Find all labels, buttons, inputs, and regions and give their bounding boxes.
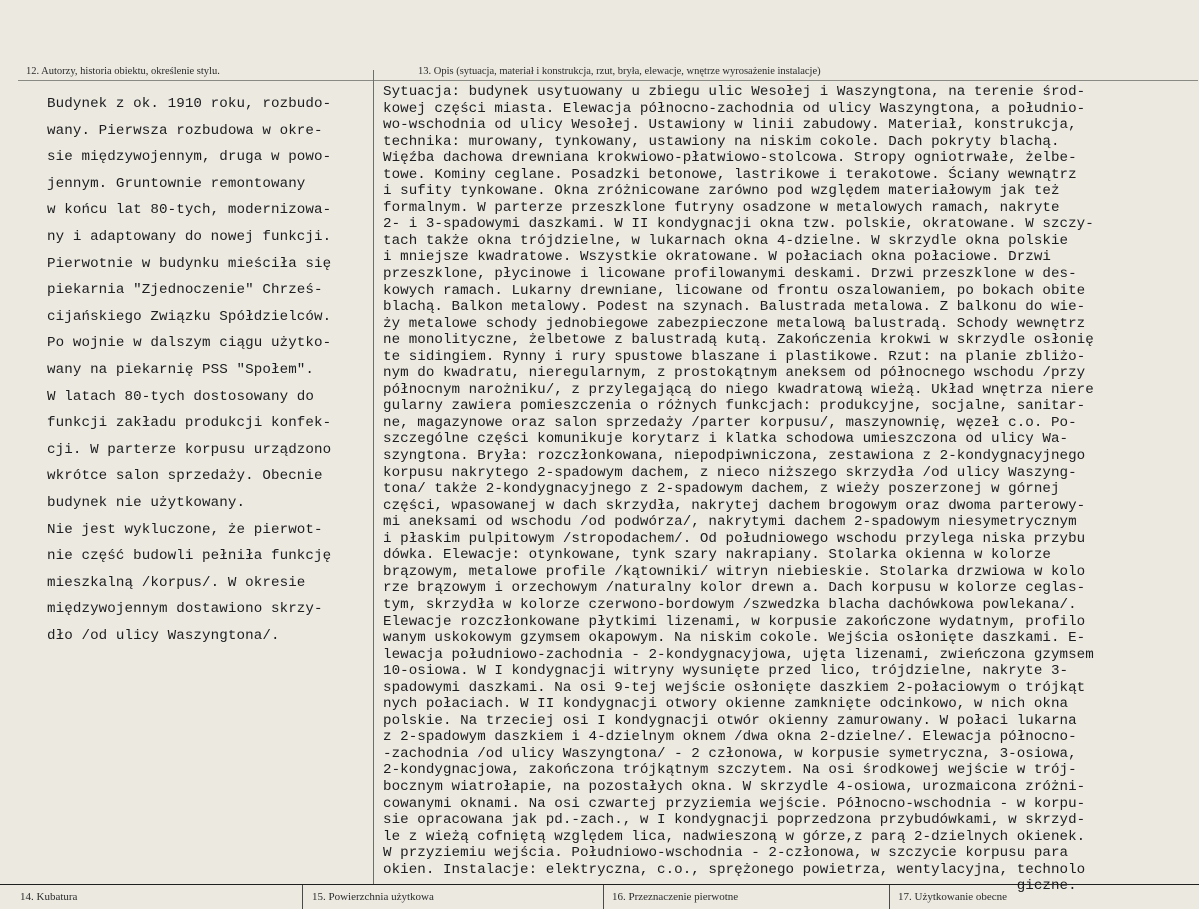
history-line: piekarnia "Zjednoczenie" Chrześ- bbox=[47, 282, 323, 299]
description-fragment: mi aneksami od wschodu /od podwórza/, nakrytymi dachem 2-spadowym niesymetrycznym bbox=[383, 514, 1077, 531]
footer-divider bbox=[302, 885, 303, 909]
description-line bbox=[383, 117, 1198, 134]
description-fragment: nym do kwadratu, nieregularnym, z prostokątnym aneksem od północnego wschodu /przy bbox=[383, 365, 1086, 382]
description-line bbox=[383, 878, 1198, 895]
description-fragment: giczne. bbox=[383, 878, 1077, 895]
footer-rule bbox=[0, 884, 1199, 885]
history-line: Budynek z ok. 1910 roku, rozbudo- bbox=[47, 96, 332, 112]
description-line bbox=[383, 564, 1198, 581]
description-fragment: ne, magazynowe oraz salon sprzedaży /parter korpusu/, maszynownię, węzeł c.o. Po- bbox=[383, 414, 1077, 431]
description-line bbox=[383, 283, 1198, 300]
description-line bbox=[383, 696, 1198, 713]
description-fragment: murowany, tynkowany, ustawiony na niskim cokole. Dach pokryty blachą. bbox=[460, 133, 1060, 150]
description-fragment: wanym uskokowym gzymsem okapowym. Na niskim cokole. Wejścia osłonięte daszkami. E- bbox=[383, 630, 1086, 647]
description-line bbox=[383, 729, 1198, 746]
history-line: cijańskiego Związku Spółdzielców. bbox=[47, 308, 332, 325]
history-line: wany. Pierwsza rozbudowa w okre- bbox=[47, 122, 323, 139]
description-line bbox=[383, 614, 1198, 631]
description-line bbox=[383, 431, 1198, 448]
description-fragment: -zachodnia /od ulicy Waszyngtona/ - 2 członowa, w korpusie symetryczna, 3-osiowa, bbox=[383, 745, 1077, 762]
description-line bbox=[383, 382, 1198, 399]
description-line bbox=[383, 101, 1198, 118]
description-fragment: 2-kondygnacjowa, zakończona trójkątnym szczytem. Na osi środkowej wejście w trój- bbox=[383, 762, 1077, 779]
description-fragment: tona/ także 2-kondygnacyjnego z 2-spadowym dachem, z wieży poszerzonej w górnej bbox=[383, 481, 1060, 498]
description-line bbox=[383, 647, 1198, 664]
description-line bbox=[383, 266, 1198, 283]
description-fragment: te sidingiem. Rynny i rury spustowe blaszane i plastikowe. bbox=[383, 348, 889, 365]
description-fragment: elektryczna, c.o., sprężonego powietrza, wentylacyjna, technolo bbox=[537, 861, 1086, 878]
description-fragment: Elewacje rozczłonkowane płytkimi lizenami, w korpusie zakończone wydatnym, profilo bbox=[383, 613, 1086, 630]
description-line bbox=[383, 183, 1198, 200]
history-line: W latach 80-tych dostosowany do bbox=[47, 388, 315, 405]
description-fragment: sie opracowana jak pd.-zach., w I kondygnacji poprzedzona przybudówkami, w skrzyd- bbox=[383, 812, 1086, 829]
description-line bbox=[383, 415, 1198, 432]
description-line bbox=[383, 134, 1198, 151]
description-line bbox=[383, 448, 1198, 465]
description-line bbox=[383, 514, 1198, 531]
footer-divider bbox=[603, 885, 604, 909]
description-fragment: budynek usytuowany u zbiegu ulic Wesołej i Waszyngtona, na terenie środ- bbox=[460, 84, 1086, 100]
section-keyword: Materiał, konstrukcja, bbox=[888, 117, 1077, 134]
history-line: Pierwotnie w budynku mieściła się bbox=[47, 255, 332, 272]
description-fragment: le z wieżą cofniętą względem lica, nadwieszoną w górze,z parą 2-dzielnych okienek. bbox=[383, 828, 1086, 845]
section-12-header: 12. Autorzy, historia obiektu, określenie stylu. bbox=[26, 66, 220, 77]
description-line bbox=[383, 680, 1198, 697]
history-line: budynek nie użytkowany. bbox=[47, 494, 246, 511]
description-line bbox=[383, 465, 1198, 482]
description-fragment: Więźba dachowa drewniana krokwiowo-płatwiowo-stolcowa. Stropy ogniotrwałe, żelbe- bbox=[383, 150, 1077, 167]
description-fragment: szyngtona. bbox=[383, 448, 478, 465]
description-line bbox=[383, 862, 1198, 879]
description-line bbox=[383, 630, 1198, 647]
description-line bbox=[383, 812, 1198, 829]
description-fragment: części, wpasowanej w dach skrzydła, nakrytej dachem brogowym oraz dwoma parterowy- bbox=[383, 497, 1086, 514]
history-line: nie część budowli pełniła funkcję bbox=[47, 548, 332, 565]
history-text bbox=[47, 91, 367, 649]
description-fragment: dówka. bbox=[383, 547, 443, 564]
description-fragment: i płaskim pulpitowym /stropodachem/. Od południowego wschodu przylega niska przybu bbox=[383, 530, 1086, 547]
footer-usable-area: 15. Powierzchnia użytkowa bbox=[312, 891, 434, 903]
description-line bbox=[383, 84, 1198, 101]
header-rule bbox=[18, 80, 1198, 81]
description-fragment: 2- i 3-spadowymi daszkami. W II kondygnacji okna tzw. polskie, okratowane. W szczy- bbox=[383, 216, 1094, 233]
description-fragment: cowanymi oknami. Na osi czwartej przyziemia wejście. Północno-wschodnia - w korpu- bbox=[383, 795, 1086, 812]
history-line: funkcji zakładu produkcji konfek- bbox=[47, 415, 332, 432]
section-keyword: Elewacje: bbox=[442, 547, 521, 564]
description-fragment: polskie. Na trzeciej osi I kondygnacji otwór okienny zamurowany. W połaci lukarna bbox=[383, 712, 1077, 729]
description-line bbox=[383, 845, 1198, 862]
history-line: w końcu lat 80-tych, modernizowa- bbox=[47, 202, 332, 219]
description-line bbox=[383, 762, 1198, 779]
description-fragment: bocznym wiatrołapie, na pozostałych okna. W skrzydle 4-osiowa, urozmaicona zróżni- bbox=[383, 778, 1086, 795]
history-line: jennym. Gruntownie remontowany bbox=[47, 175, 306, 192]
history-line: międzywojennym dostawiono skrzy- bbox=[47, 601, 323, 618]
description-line bbox=[383, 398, 1198, 415]
description-line bbox=[383, 349, 1198, 366]
description-fragment: otynkowane, tynk szary nakrapiany. Stolarka okienna w kolorze bbox=[520, 547, 1051, 564]
history-line: mieszkalną /korpus/. W okresie bbox=[47, 574, 306, 591]
description-fragment: i sufity tynkowane. Okna zróżnicowane zarówno pod względem materiałowym jak też bbox=[383, 183, 1060, 200]
description-line bbox=[383, 796, 1198, 813]
history-line: dło /od ulicy Waszyngtona/. bbox=[47, 627, 280, 644]
section-keyword: Instalacje: bbox=[442, 861, 538, 878]
section-keyword: technika: bbox=[383, 133, 461, 150]
description-fragment: i mniejsze kwadratowe. Wszystkie okratowane. W połaciach okna połaciowe. Drzwi bbox=[383, 249, 1051, 266]
description-line bbox=[383, 233, 1198, 250]
history-line: Nie jest wykluczone, że pierwot- bbox=[47, 521, 323, 538]
description-line bbox=[383, 746, 1198, 763]
description-line bbox=[383, 249, 1198, 266]
description-line bbox=[383, 779, 1198, 796]
description-line bbox=[383, 316, 1198, 333]
description-fragment: formalnym. W parterze przeszklone futryny osadzone w metalowych ramach, nakryte bbox=[383, 199, 1060, 216]
description-fragment: W przyziemiu wejścia. Południowo-wschodnia - 2-członowa, w szczycie korpusu para bbox=[383, 845, 1069, 862]
history-line: sie międzywojennym, druga w powo- bbox=[47, 149, 332, 166]
description-fragment: ne monolityczne, żelbetowe z balustradą kutą. Zakończenia krokwi w skrzydle osłonię bbox=[383, 332, 1094, 349]
description-line bbox=[383, 713, 1198, 730]
description-fragment: brązowym, metalowe profile /kątowniki/ witryn niebieskie. Stolarka drzwiowa w kolo bbox=[383, 563, 1086, 580]
description-line bbox=[383, 216, 1198, 233]
description-line bbox=[383, 167, 1198, 184]
description-fragment: okien. bbox=[383, 861, 443, 878]
description-line bbox=[383, 365, 1198, 382]
description-fragment: północnym narożniku/, z przylegającą do niego kwadratową wieżą. Układ wnętrza niere bbox=[383, 381, 1094, 398]
description-fragment: tym, skrzydła w kolorze czerwono-bordowym /szwedzka blacha dachówkowa powlekana/. bbox=[383, 596, 1077, 613]
description-line bbox=[383, 597, 1198, 614]
description-fragment: ży metalowe schody jednobiegowe zabezpieczone metalową balustradą. Schody wewnętrz bbox=[383, 315, 1086, 332]
section-keyword: Bryła: bbox=[477, 448, 529, 465]
description-fragment: korpusu nakrytego 2-spadowym dachem, z nieco niższego skrzydła /od ulicy Waszyng- bbox=[383, 464, 1077, 481]
history-line: Po wojnie w dalszym ciągu użytko- bbox=[47, 335, 332, 352]
description-line bbox=[383, 580, 1198, 597]
description-fragment: rze brązowym i orzechowym /naturalny kolor drewn a. Dach korpusu w kolorze ceglas- bbox=[383, 580, 1086, 597]
footer-cubature: 14. Kubatura bbox=[20, 891, 78, 903]
history-line: wany na piekarnię PSS "Społem". bbox=[47, 361, 315, 378]
description-fragment: towe. Kominy ceglane. Posadzki betonowe, lastrikowe i terakotowe. Ściany wewnątrz bbox=[383, 166, 1077, 183]
description-fragment: kowych ramach. Lukarny drewniane, licowane od frontu oszalowaniem, po bokach obite bbox=[383, 282, 1086, 299]
description-line bbox=[383, 481, 1198, 498]
description-fragment: lewacja południowo-zachodnia - 2-kondygnacyjowa, ujęta lizenami, zwieńczona gzymsem bbox=[383, 646, 1094, 663]
footer-divider bbox=[889, 885, 890, 909]
description-fragment: kowej części miasta. Elewacja północno-zachodnia od ulicy Waszyngtona, a południo- bbox=[383, 100, 1086, 117]
description-fragment: tach także okna trójdzielne, w lukarnach okna 4-dzielne. W skrzydle okna polskie bbox=[383, 232, 1069, 249]
footer-current-use: 17. Użytkowanie obecne bbox=[898, 891, 1008, 903]
description-line bbox=[383, 332, 1198, 349]
history-line: ny i adaptowany do nowej funkcji. bbox=[47, 228, 332, 245]
description-fragment: gularny zawiera pomieszczenia o różnych funkcjach: produkcyjne, socjalne, sanitar- bbox=[383, 398, 1086, 415]
section-13-header: 13. Opis (sytuacja, materiał i konstrukcja, rzut, bryła, elewacje, wnętrze wyrosażenie instalacje) bbox=[418, 66, 821, 77]
description-fragment: wo-wschodnia od ulicy Wesołej. Ustawiony w linii zabudowy. bbox=[383, 117, 889, 134]
description-fragment: z 2-spadowym daszkiem i 4-dzielnym oknem /dwa okna 2-dzielne/. Elewacja północno- bbox=[383, 729, 1077, 746]
description-fragment: blachą. Balkon metalowy. Podest na szynach. Balustrada metalowa. Z balkonu do wie- bbox=[383, 299, 1086, 316]
section-keyword: Rzut: bbox=[888, 348, 932, 365]
description-line bbox=[383, 829, 1198, 846]
column-divider bbox=[373, 70, 374, 885]
description-text bbox=[383, 84, 1198, 895]
description-line bbox=[383, 498, 1198, 515]
description-fragment: nych połaciach. W II kondygnacji otwory okienne zamknięte odcinkowo, w nich okna bbox=[383, 696, 1069, 713]
description-fragment: przeszklone, płycinowe i licowane profilowanymi deskami. Drzwi przeszklone w des- bbox=[383, 266, 1077, 283]
description-line bbox=[383, 200, 1198, 217]
description-line bbox=[383, 663, 1198, 680]
description-line bbox=[383, 547, 1198, 564]
history-line: wkrótce salon sprzedaży. Obecnie bbox=[47, 468, 323, 485]
description-line bbox=[383, 531, 1198, 548]
history-line: cji. W parterze korpusu urządzono bbox=[47, 441, 332, 458]
description-line bbox=[383, 299, 1198, 316]
description-fragment: szczególne części komunikuje korytarz i klatka schodowa umieszczona od ulicy Wa- bbox=[383, 431, 1069, 448]
description-line bbox=[383, 150, 1198, 167]
description-fragment: spadowymi daszkami. Na osi 9-tej wejście osłonięte daszkiem 2-połaciowym o trójkąt bbox=[383, 679, 1086, 696]
footer-original-purpose: 16. Przeznaczenie pierwotne bbox=[612, 891, 739, 903]
description-fragment: rozczłonkowana, niepodpiwniczona, zestawiona z 2-kondygnacyjnego bbox=[528, 448, 1086, 465]
section-keyword: Sytuacja: bbox=[383, 84, 461, 100]
description-fragment: na planie zbliżo- bbox=[931, 348, 1086, 365]
description-fragment: 10-osiowa. W I kondygnacji witryny wysunięte przed lico, trójdzielne, nakryte 3- bbox=[383, 663, 1069, 680]
